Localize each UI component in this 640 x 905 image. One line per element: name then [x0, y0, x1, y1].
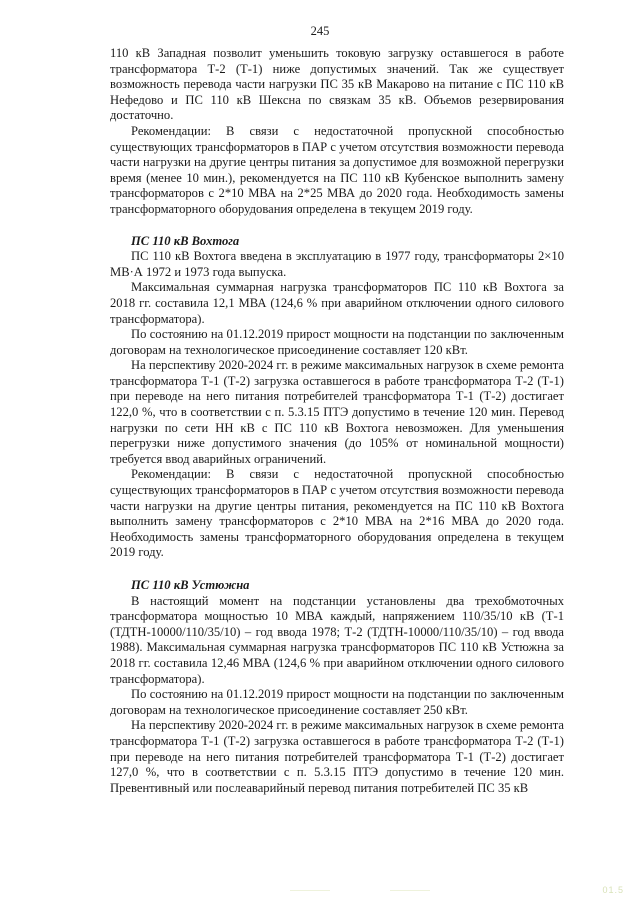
paragraph: На перспективу 2020-2024 гг. в режиме максимальных нагрузок в схеме ремонта трансформатора Т-1 (Т-2) загрузка оставшегося в работе трансформатора Т-2 (Т-1) при переводе на него питания потребителей трансформатора Т-1 (Т-2) достигает 127,0 %, что в соответствии с п. 5.3.15 ПТЭ допустимо в течение 120 мин. Превентивный или послеаварийный перевод питания потребителей ПС 35 кВ: [110, 718, 564, 795]
page-content: [110, 46, 564, 796]
paragraph: В настоящий момент на подстанции установлены два трехобмоточных трансформатора мощностью 10 МВА каждый, напряжением 110/35/10 кВ (Т-1 (ТДТН-10000/110/35/10) – год ввода 1978; Т-2 (ТДТН-10000/110/35/10) – год ввода 1988). Максимальная суммарная нагрузка трансформаторов ПС 110 кВ Устюжна за 2018 гг. составила 12,46 МВА (124,6 % при аварийном отключении одного силового трансформатора).: [110, 593, 564, 686]
footer-divider: [390, 890, 430, 891]
footer-mark: 01.5: [602, 885, 624, 895]
paragraph: По состоянию на 01.12.2019 прирост мощности на подстанции по заключенным договорам на технологическое присоединение составляет 120 кВт.: [110, 327, 564, 357]
footer-divider: [290, 890, 330, 891]
page-number: 245: [310, 24, 330, 38]
paragraph-recommendations: Рекомендации: В связи с недостаточной пропускной способностью существующих трансформаторов в ПАР с учетом отсутствия возможности перевода части нагрузки на другие центры питания, рекомендуется на ПС 110 кВ Вохтога выполнить замену трансформаторов с 2*10 МВА на 2*16 МВА до 2020 года. Необходимость замены трансформаторного оборудования определена в текущем 2019 году.: [110, 467, 564, 560]
paragraph-recommendations: Рекомендации: В связи с недостаточной пропускной способностью существующих трансформаторов в ПАР с учетом отсутствия возможности перевода части нагрузки на другие центры питания за допустимое для возможной перегрузки время (менее 10 мин.), рекомендуется на ПС 110 кВ Кубенское выполнить замену трансформаторов с 2*10 МВА на 2*25 МВА до 2020 года. Необходимость замены трансформаторного оборудования определена в текущем 2019 году.: [110, 123, 564, 216]
paragraph: Максимальная суммарная нагрузка трансформаторов ПС 110 кВ Вохтога за 2018 гг. составила 12,1 МВА (124,6 % при аварийном отключении одного силового трансформатора).: [110, 280, 564, 326]
paragraph-continuation: 110 кВ Западная позволит уменьшить токовую загрузку оставшегося в работе трансформатора Т-2 (Т-1) ниже допустимых значений. Так же существует возможность перевода части нагрузки ПС 35 кВ Макарово на питание с ПС 110 кВ Нефедово и ПС 110 кВ Шексна по связкам 35 кВ. Объемов резервирования достаточно.: [110, 46, 564, 123]
paragraph: ПС 110 кВ Вохтога введена в эксплуатацию в 1977 году, трансформаторы 2×10 МВ·А 1972 и 1973 года выпуска.: [110, 249, 564, 279]
paragraph: По состоянию на 01.12.2019 прирост мощности на подстанции по заключенным договорам на технологическое присоединение составляет 250 кВт.: [110, 687, 564, 717]
section-heading-vokhtoga: ПС 110 кВ Вохтога: [131, 233, 240, 248]
paragraph: На перспективу 2020-2024 гг. в режиме максимальных нагрузок в схеме ремонта трансформатора Т-1 (Т-2) загрузка оставшегося в работе трансформатора Т-2 (Т-1) при переводе на него питания потребителей трансформатора Т-1 (Т-2) достигает 122,0 %, что в соответствии с п. 5.3.15 ПТЭ допустимо в течение 120 мин. Перевод нагрузки по сети НН кВ с ПС 110 кВ Вохтога невозможен. Для уменьшения перегрузки ниже допустимого значения (до 105% от номинальной мощности) требуется ввод аварийных ограничений.: [110, 358, 564, 466]
section-heading-ustyuzhna: ПС 110 кВ Устюжна: [131, 578, 250, 592]
